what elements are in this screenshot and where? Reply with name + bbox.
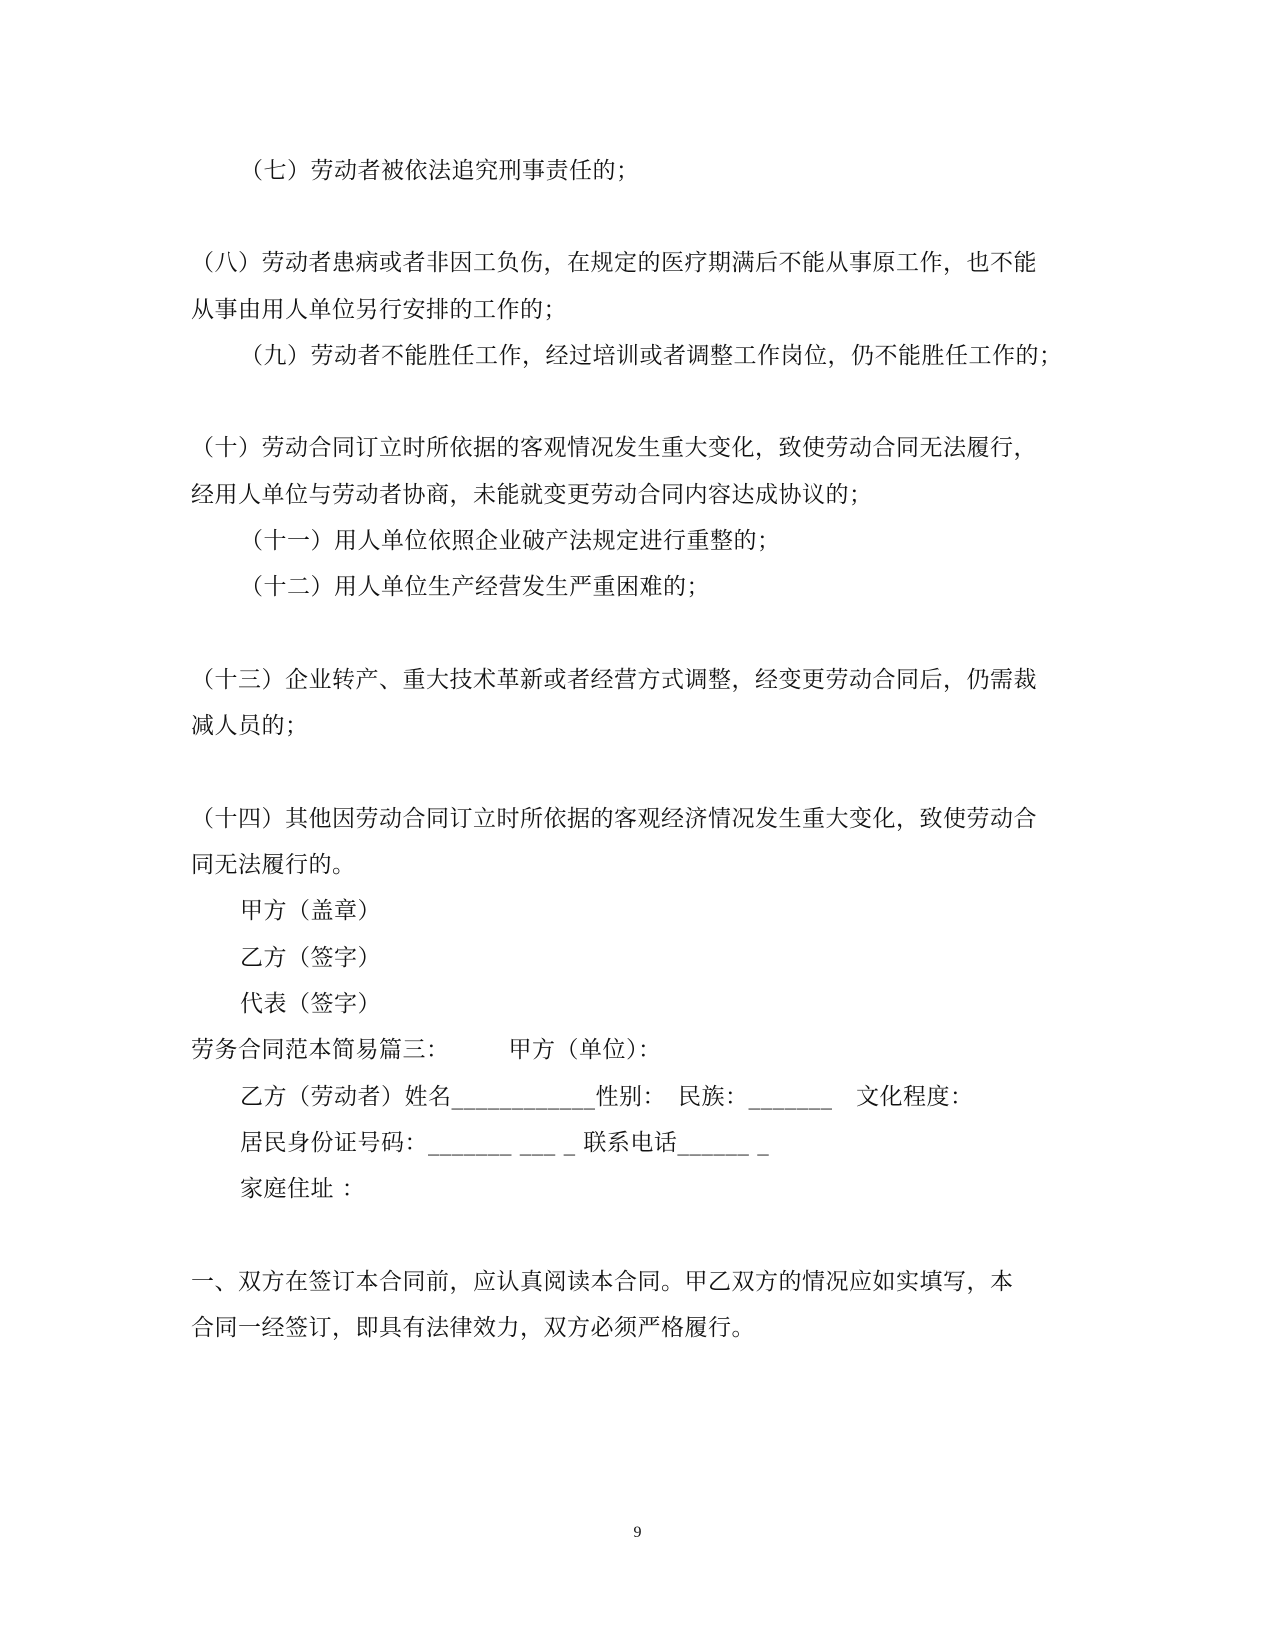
clause-12: （十二）用人单位生产经营发生严重困难的； (240, 574, 710, 600)
clause-7: （七）劳动者被依法追究刑事责任的； (240, 158, 640, 184)
clause-14-line-1: （十四）其他因劳动合同订立时所依据的客观经济情况发生重大变化，致使劳动合 (191, 806, 1037, 832)
section-heading: 劳务合同范本简易篇三： 甲方（单位）： (191, 1037, 662, 1063)
clause-9: （九）劳动者不能胜任工作，经过培训或者调整工作岗位，仍不能胜任工作的； (240, 343, 1063, 369)
party-b-info-line: 乙方（劳动者）姓名____________性别： 民族：_______ 文化程度： (240, 1084, 974, 1110)
clause-10-line-1: （十）劳动合同订立时所依据的客观情况发生重大变化，致使劳动合同无法履行， (191, 435, 1037, 461)
clause-13-line-2: 减人员的； (191, 713, 309, 739)
clause-11: （十一）用人单位依照企业破产法规定进行重整的； (240, 528, 781, 554)
party-a-seal: 甲方（盖章） (240, 898, 381, 924)
clause-10-line-2: 经用人单位与劳动者协商，未能就变更劳动合同内容达成协议的； (191, 482, 873, 508)
clause-8-line-1: （八）劳动者患病或者非因工负伤，在规定的医疗期满后不能从事原工作，也不能 (191, 250, 1037, 276)
id-phone-line: 居民身份证号码：_______ ___ _ 联系电话______ _ (240, 1130, 770, 1156)
clause-14-line-2: 同无法履行的。 (191, 852, 356, 878)
clause-8-line-2: 从事由用人单位另行安排的工作的； (191, 297, 567, 323)
article-1-line-1: 一、双方在签订本合同前，应认真阅读本合同。甲乙双方的情况应如实填写，本 (191, 1269, 1014, 1295)
article-1-line-2: 合同一经签订，即具有法律效力，双方必须严格履行。 (191, 1315, 755, 1341)
party-b-signature: 乙方（签字） (240, 945, 381, 971)
page-number: 9 (633, 1524, 642, 1541)
clause-13-line-1: （十三）企业转产、重大技术革新或者经营方式调整，经变更劳动合同后，仍需裁 (191, 667, 1037, 693)
representative-signature: 代表（签字） (240, 991, 381, 1017)
home-address-line: 家庭住址 ： (240, 1176, 366, 1202)
